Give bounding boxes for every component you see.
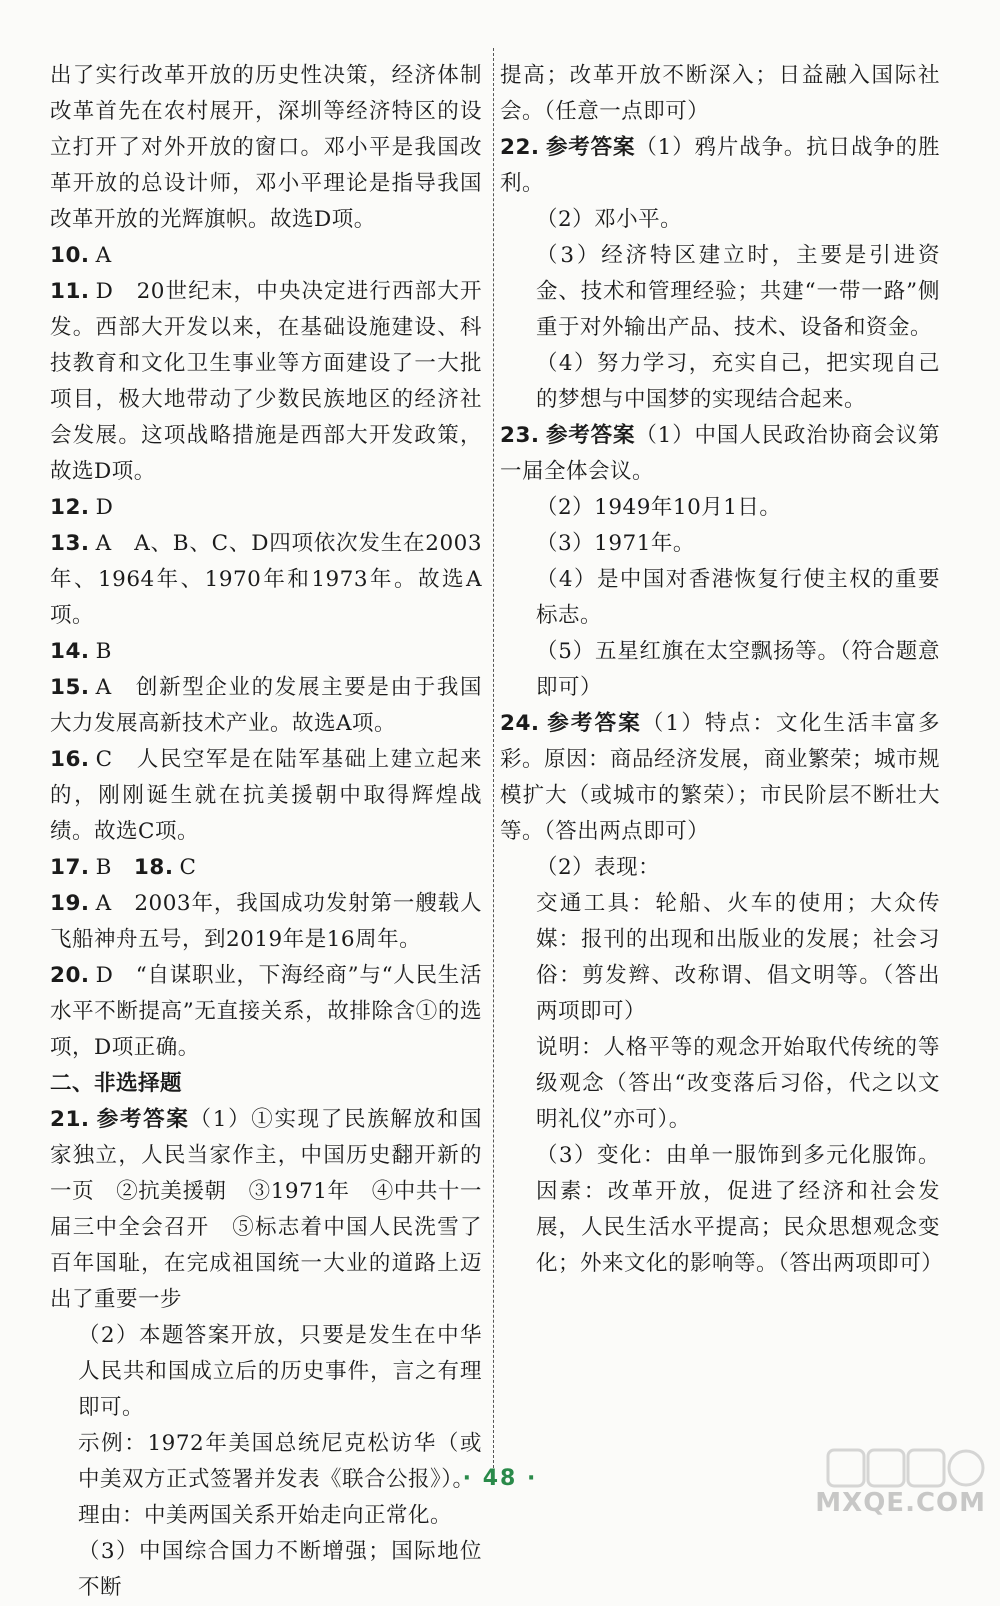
- question-number: 20.: [50, 963, 90, 988]
- answer-text: B: [95, 855, 134, 880]
- answer-text: （1）鸦片战争。抗日战争的胜利。: [500, 135, 940, 196]
- question-number: 22.: [500, 135, 540, 160]
- answer-text: A: [95, 243, 112, 268]
- answer-text: A 2003年，我国成功发射第一艘载人飞船神舟五号，到2019年是16周年。: [50, 891, 482, 952]
- right-column: [500, 58, 944, 1282]
- continued-paragraph: [500, 58, 940, 130]
- answer-item: [50, 1102, 482, 1318]
- question-number: 11.: [50, 279, 90, 304]
- answer-item: [500, 706, 940, 850]
- answer-item: [500, 130, 940, 202]
- answer-item: [50, 490, 482, 526]
- left-column: [50, 58, 482, 1606]
- answer-paragraph: （2）本题答案开放，只要是发生在中华人民共和国成立后的历史事件，言之有理即可。: [78, 1323, 482, 1420]
- question-number: 12.: [50, 495, 90, 520]
- question-number: 24.: [500, 711, 540, 736]
- answer-paragraph: （4）是中国对香港恢复行使主权的重要标志。: [536, 567, 940, 628]
- answer-text: C 人民空军是在陆军基础上建立起来的，刚刚诞生就在抗美援朝中取得辉煌战绩。故选C项。: [50, 747, 482, 844]
- column-divider: [493, 48, 494, 1468]
- answer-item: [50, 742, 482, 850]
- section-heading: 二、非选择题: [50, 1071, 183, 1096]
- answer-paragraph: （3）中国综合国力不断增强；国际地位不断: [78, 1539, 482, 1600]
- answer-item: [50, 634, 482, 670]
- continued-paragraph: [50, 58, 482, 238]
- answer-text: （1）中国人民政治协商会议第一届全体会议。: [500, 423, 940, 484]
- answer-item: [50, 670, 482, 742]
- answer-text: 出了实行改革开放的历史性决策，经济体制改革首先在农村展开，深圳等经济特区的设立打开了对外开放的窗口。邓小平是我国改革开放的总设计师，邓小平理论是指导我国改革开放的光辉旗帜。故选D项。: [50, 63, 482, 232]
- answer-item: [50, 526, 482, 634]
- answer-paragraph: （3）1971年。: [536, 531, 695, 556]
- question-number: 18.: [133, 855, 174, 880]
- question-number: 17.: [50, 855, 90, 880]
- answer-item: [50, 274, 482, 490]
- answer-item: [50, 886, 482, 958]
- answer-paragraph: （2）1949年10月1日。: [536, 495, 782, 520]
- answer-text: D 20世纪末，中央决定进行西部大开发。西部大开发以来，在基础设施建设、科技教育和文化卫生事业等方面建设了一大批项目，极大地带动了少数民族地区的经济社会发展。这项战略措施是西部大开发政策，故选D项。: [50, 279, 482, 484]
- answer-paragraph: （3）变化：由单一服饰到多元化服饰。因素：改革开放，促进了经济和社会发展，人民生活水平提高；民众思想观念变化；外来文化的影响等。（答出两项即可）: [536, 1143, 944, 1276]
- answer-label: 参考答案: [545, 711, 642, 736]
- question-number: 21.: [50, 1107, 90, 1132]
- answer-text: B: [95, 639, 112, 664]
- question-number: 19.: [50, 891, 90, 916]
- answer-label: 参考答案: [545, 135, 636, 160]
- answer-text: C: [179, 855, 197, 880]
- answer-item: [50, 850, 482, 886]
- answer-label: 参考答案: [95, 1107, 190, 1132]
- answer-paragraph: （3）经济特区建立时，主要是引进资金、技术和管理经验；共建“一带一路”侧重于对外输出产品、技术、设备和资金。: [536, 243, 940, 340]
- watermark-text: MXQE.COM: [815, 1488, 986, 1518]
- answer-text: （1）特点：文化生活丰富多彩。原因：商品经济发展，商业繁荣；城市规模扩大（或城市的繁荣）；市民阶层不断壮大等。（答出两点即可）: [500, 711, 941, 844]
- answer-text: A A、B、C、D四项依次发生在2003年、1964年、1970年和1973年。故选A项。: [50, 531, 482, 628]
- answer-text: 提高；改革开放不断深入；日益融入国际社会。（任意一点即可）: [500, 63, 940, 124]
- page-number: · 48 ·: [462, 1466, 538, 1491]
- question-number: 16.: [50, 747, 90, 772]
- answer-paragraph: 说明：人格平等的观念开始取代传统的等级观念（答出“改变落后习俗，代之以文明礼仪”亦可）。: [536, 1035, 940, 1132]
- answer-text: （1）①实现了民族解放和国家独立，人民当家作主，中国历史翻开新的一页 ②抗美援朝 ③1971年 ④中共十一届三中全会召开 ⑤标志着中国人民洗雪了百年国耻，在完成祖国统一大业的道路上迈出了重要一步: [50, 1107, 482, 1312]
- question-number: 23.: [500, 423, 540, 448]
- question-number: 10.: [50, 243, 90, 268]
- answer-text: A 创新型企业的发展主要是由于我国大力发展高新技术产业。故选A项。: [50, 675, 482, 736]
- answer-paragraph: （5）五星红旗在太空飘扬等。（符合题意即可）: [536, 639, 940, 700]
- question-number: 13.: [50, 531, 90, 556]
- answer-paragraph: 理由：中美两国关系开始走向正常化。: [78, 1503, 453, 1528]
- answer-text: D: [95, 495, 114, 520]
- answer-paragraph: 交通工具：轮船、火车的使用；大众传媒：报刊的出现和出版业的发展；社会习俗：剪发辫、改称谓、倡文明等。（答出两项即可）: [536, 891, 940, 1024]
- answer-text: D “自谋职业，下海经商”与“人民生活水平不断提高”无直接关系，故排除含①的选项，D项正确。: [50, 963, 482, 1060]
- answer-item: [50, 238, 482, 274]
- answer-paragraph: 示例：1972年美国总统尼克松访华（或中美双方正式签署并发表《联合公报》）。: [78, 1431, 482, 1492]
- answer-paragraph: （2）邓小平。: [536, 207, 683, 232]
- answer-paragraph: （2）表现：: [536, 855, 661, 880]
- answer-label: 参考答案: [545, 423, 636, 448]
- question-number: 15.: [50, 675, 90, 700]
- answer-paragraph: （4）努力学习，充实自己，把实现自己的梦想与中国梦的实现结合起来。: [536, 351, 940, 412]
- answer-item: [50, 958, 482, 1066]
- question-number: 14.: [50, 639, 90, 664]
- answer-item: [500, 418, 940, 490]
